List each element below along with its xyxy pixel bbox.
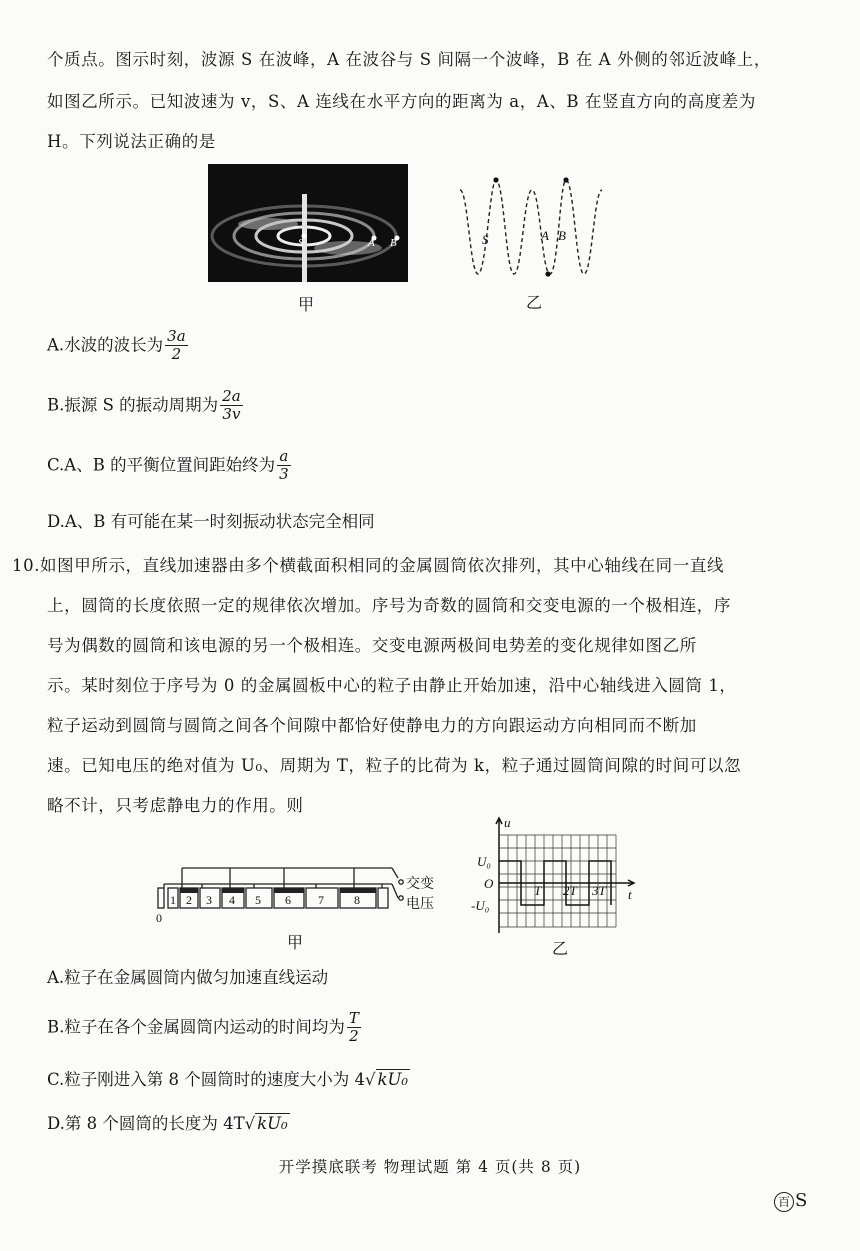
q9-option-a-fraction (165, 328, 188, 364)
q10-option-d-sqrt: kU₀ (257, 1114, 288, 1133)
q10-line-4: 示。某时刻位于序号为 0 的金属圆板中心的粒子由静止开始加速，沿中心轴线进入圆筒 1， (47, 676, 737, 695)
tick-label-3t: 3T (592, 883, 606, 898)
corner-mark-circle: 百 (774, 1192, 794, 1212)
q9-option-b-fraction (220, 388, 243, 424)
tube-label-2: 2 (186, 893, 192, 907)
photo-label-b: B (390, 237, 397, 249)
q10-option-c-sqrt: kU₀ (377, 1070, 409, 1089)
q10-line-1: 10.如图甲所示，直线加速器由多个横截面积相同的金属圆筒依次排列，其中心轴线在同一直线 (12, 556, 725, 575)
corner-mark-letter: S (795, 1190, 808, 1211)
tube-label-6: 6 (285, 893, 291, 907)
tube-label-4: 4 (229, 893, 235, 907)
q9-option-d: D.A、B 有可能在某一时刻振动状态完全相同 (47, 512, 375, 531)
linear-accelerator-diagram (154, 860, 444, 940)
tick-label-u0: U₀ (477, 854, 491, 869)
q9-option-c-den: 3 (279, 465, 289, 484)
q10-option-b-den: 2 (349, 1027, 359, 1046)
q9-fig-left-caption: 甲 (298, 295, 315, 314)
q9-option-a-text: A.水波的波长为 (47, 335, 164, 355)
q10-option-d (47, 1110, 290, 1134)
q9-option-a (47, 328, 188, 364)
q10-fig-right-caption: 乙 (552, 939, 569, 958)
origin-label: O (484, 876, 494, 891)
photo-label-s: S (298, 237, 304, 249)
q9-option-a-den: 2 (171, 345, 182, 364)
water-wave-photo (208, 164, 408, 282)
q9-option-c-num: a (277, 448, 291, 466)
q10-option-b (47, 1010, 361, 1046)
source-label-line2: 电压 (406, 895, 434, 911)
tube-label-5: 5 (255, 893, 261, 907)
sqrt-sign-d: √ (244, 1114, 256, 1133)
tick-label-neg-u0: -U₀ (471, 898, 490, 913)
q9-line-2: 如图乙所示。已知波速为 v，S、A 连线在水平方向的距离为 a，A、B 在竖直方向的高度差为 (47, 92, 756, 111)
tick-label-2t: 2T (563, 883, 577, 898)
q9-line-1: 个质点。图示时刻，波源 S 在波峰，A 在波谷与 S 间隔一个波峰，B 在 A 外侧的邻近波峰上， (47, 50, 771, 69)
tube-label-3: 3 (206, 893, 212, 907)
q9-fig-right-caption: 乙 (526, 293, 543, 312)
wave-label-b: B (558, 228, 566, 243)
q10-option-c-text: C.粒子刚进入第 8 个圆筒时的速度大小为 4 (47, 1070, 366, 1089)
source-label-line1: 交变 (406, 875, 434, 891)
axis-label-u: u (504, 815, 511, 830)
q9-option-b (47, 388, 243, 424)
q10-fig-left-caption: 甲 (287, 933, 304, 952)
voltage-graph (470, 815, 640, 940)
q10-line-7: 略不计，只考虑静电力的作用。则 (47, 796, 304, 815)
wave-diagram (452, 172, 612, 282)
q10-option-a: A.粒子在金属圆筒内做匀加速直线运动 (47, 968, 329, 987)
q10-line-2: 上，圆筒的长度依照一定的规律依次增加。序号为奇数的圆筒和交变电源的一个极相连，序 (47, 596, 731, 615)
q9-option-c-fraction (277, 448, 291, 484)
corner-mark (774, 1190, 807, 1212)
q10-option-c (47, 1066, 410, 1090)
q10-option-d-text: D.第 8 个圆筒的长度为 4T (47, 1114, 245, 1133)
sqrt-sign-c: √ (365, 1070, 376, 1089)
axis-label-t: t (628, 887, 632, 902)
water-wave-photo-art (208, 164, 408, 282)
q10-option-b-text: B.粒子在各个金属圆筒内运动的时间均为 (47, 1017, 345, 1037)
q9-option-b-num: 2a (222, 387, 241, 405)
wave-label-s: S (482, 232, 489, 247)
tube-label-8: 8 (354, 893, 360, 907)
tube-label-7: 7 (318, 893, 324, 907)
tube-label-1: 1 (170, 893, 176, 907)
page-footer: 开学摸底联考 物理试题 第 4 页(共 8 页) (278, 1158, 582, 1176)
q9-option-c-text: C.A、B 的平衡位置间距始终为 (47, 455, 276, 475)
photo-label-a: A (368, 237, 375, 249)
q10-line-5: 粒子运动到圆筒与圆筒之间各个间隙中都恰好使静电力的方向跟运动方向相同而不断加 (47, 716, 697, 735)
tick-label-t: T (534, 883, 542, 898)
q9-option-b-den: 3v (222, 405, 241, 424)
q10-option-b-num: T (348, 1009, 359, 1027)
q9-option-c (47, 448, 291, 484)
q9-line-3: H。下列说法正确的是 (47, 132, 216, 151)
q10-line-6: 速。已知电压的绝对值为 U₀、周期为 T，粒子的比荷为 k，粒子通过圆筒间隙的时间可以忽 (47, 756, 742, 775)
wave-label-a: A (541, 228, 549, 243)
q9-option-b-text: B.振源 S 的振动周期为 (47, 395, 219, 415)
q10-option-b-fraction (347, 1010, 361, 1046)
q10-line-3: 号为偶数的圆筒和该电源的另一个极相连。交变电源两极间电势差的变化规律如图乙所 (47, 636, 697, 655)
plate-label-0: 0 (156, 911, 162, 925)
q9-option-a-num: 3a (167, 327, 186, 345)
